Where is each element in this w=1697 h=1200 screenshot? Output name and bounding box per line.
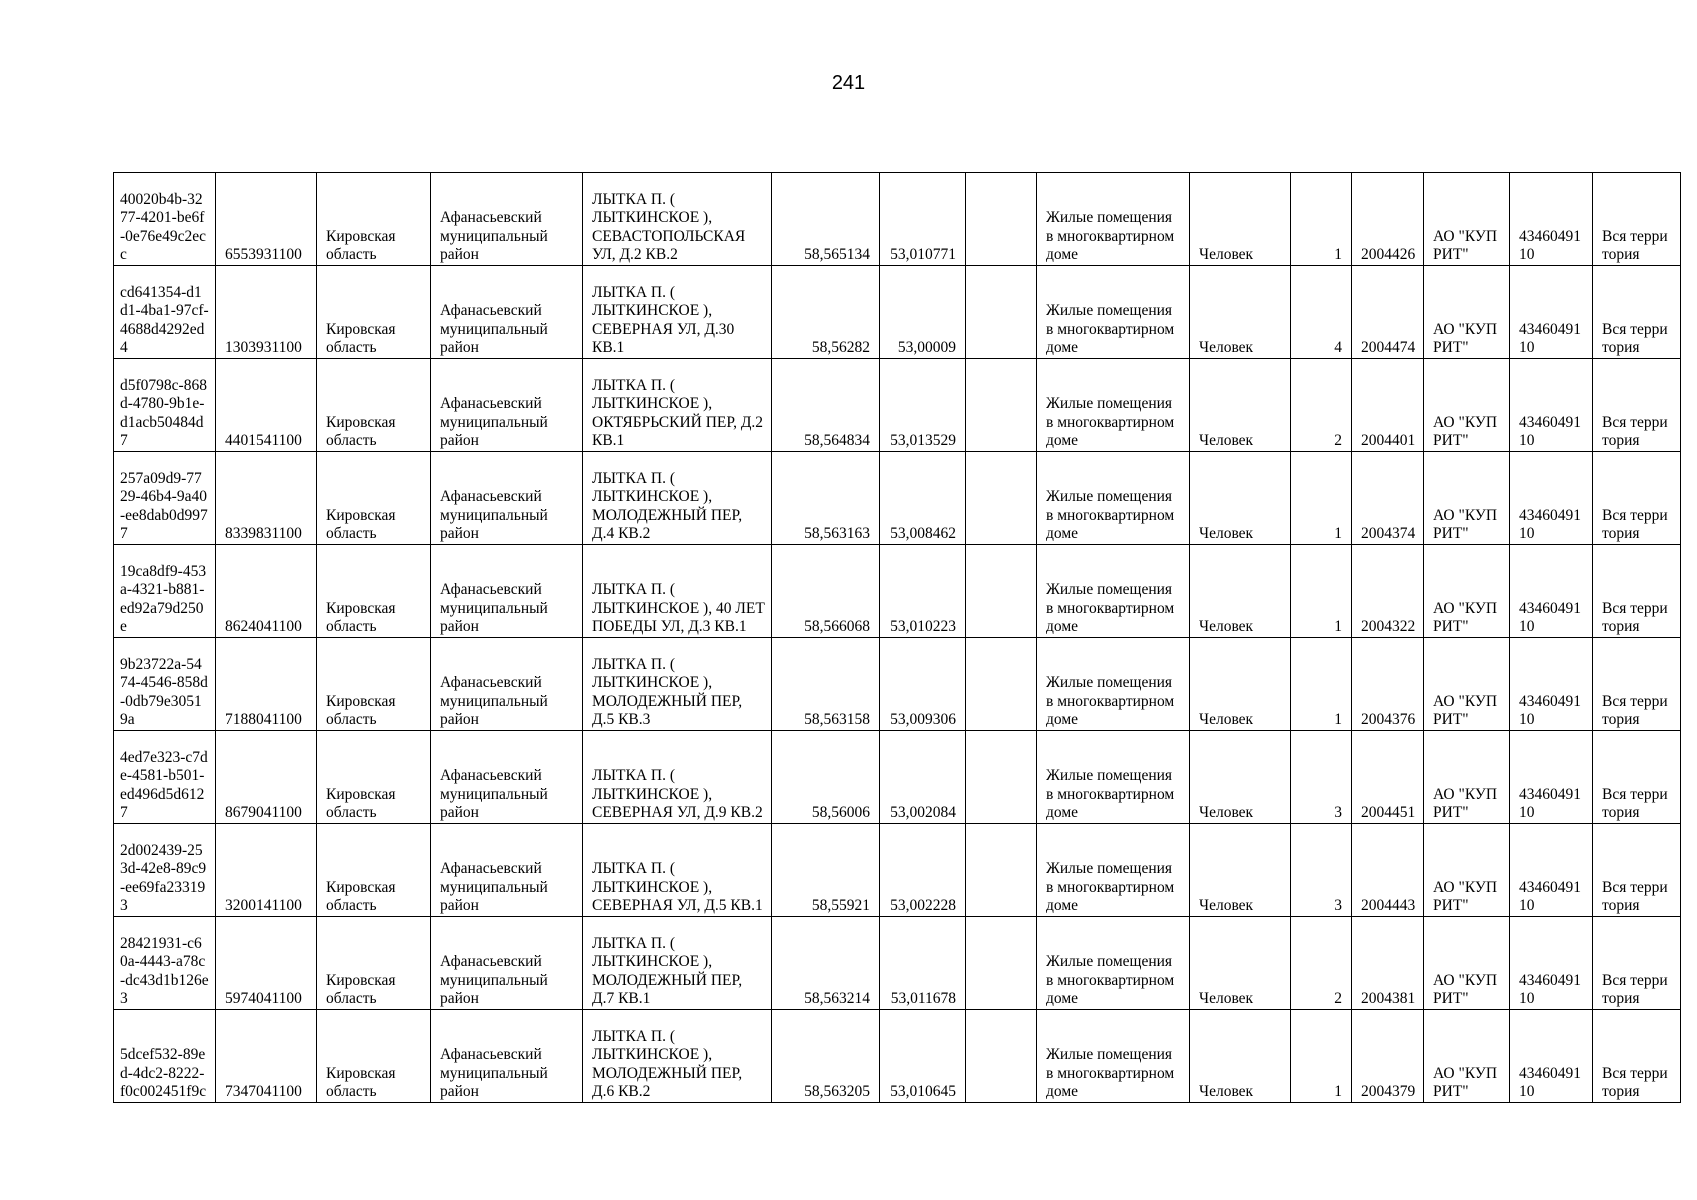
cell-unit: Человек	[1190, 1010, 1291, 1103]
cell-lat: 58,563158	[772, 638, 880, 731]
cell-empty	[966, 173, 1037, 266]
cell-number: 2004474	[1352, 266, 1424, 359]
cell-number: 2004426	[1352, 173, 1424, 266]
cell-id: d5f0798c-868d-4780-9b1e-d1acb50484d7	[114, 359, 216, 452]
cell-count: 2	[1291, 359, 1352, 452]
cell-address: ЛЫТКА П. ( ЛЫТКИНСКОЕ ), СЕВАСТОПОЛЬСКАЯ УЛ, Д.2 КВ.2	[583, 173, 772, 266]
cell-unit: Человек	[1190, 359, 1291, 452]
cell-region: Кировская область	[317, 545, 431, 638]
cell-count: 1	[1291, 452, 1352, 545]
cell-address: ЛЫТКА П. ( ЛЫТКИНСКОЕ ), 40 ЛЕТ ПОБЕДЫ УЛ, Д.3 КВ.1	[583, 545, 772, 638]
cell-inn: 4346049110	[1510, 359, 1593, 452]
cell-region: Кировская область	[317, 731, 431, 824]
cell-unit: Человек	[1190, 731, 1291, 824]
cell-district: Афанасьевский муниципальный район	[431, 452, 583, 545]
cell-inn: 4346049110	[1510, 452, 1593, 545]
cell-code: 8624041100	[216, 545, 317, 638]
cell-lon: 53,010223	[880, 545, 966, 638]
cell-code: 8339831100	[216, 452, 317, 545]
table-row	[114, 731, 1681, 824]
cell-district: Афанасьевский муниципальный район	[431, 266, 583, 359]
cell-lat: 58,566068	[772, 545, 880, 638]
cell-district: Афанасьевский муниципальный район	[431, 638, 583, 731]
cell-address: ЛЫТКА П. ( ЛЫТКИНСКОЕ ), СЕВЕРНАЯ УЛ, Д.5 КВ.1	[583, 824, 772, 917]
cell-premises-type: Жилые помещения в многоквартирном доме	[1037, 545, 1190, 638]
cell-id: 2d002439-253d-42e8-89c9-ee69fa233193	[114, 824, 216, 917]
table-row	[114, 452, 1681, 545]
cell-territory: Вся территория	[1593, 545, 1681, 638]
cell-inn: 4346049110	[1510, 1010, 1593, 1103]
cell-district: Афанасьевский муниципальный район	[431, 1010, 583, 1103]
cell-district: Афанасьевский муниципальный район	[431, 545, 583, 638]
cell-territory: Вся территория	[1593, 638, 1681, 731]
table-row	[114, 359, 1681, 452]
cell-lon: 53,010645	[880, 1010, 966, 1103]
cell-org: АО "КУПРИТ"	[1424, 1010, 1510, 1103]
cell-number: 2004376	[1352, 638, 1424, 731]
cell-id: cd641354-d1d1-4ba1-97cf-4688d4292ed4	[114, 266, 216, 359]
cell-id: 257a09d9-7729-46b4-9a40-ee8dab0d9977	[114, 452, 216, 545]
cell-lon: 53,009306	[880, 638, 966, 731]
cell-org: АО "КУПРИТ"	[1424, 359, 1510, 452]
cell-territory: Вся территория	[1593, 266, 1681, 359]
cell-inn: 4346049110	[1510, 173, 1593, 266]
cell-org: АО "КУПРИТ"	[1424, 917, 1510, 1010]
cell-territory: Вся территория	[1593, 173, 1681, 266]
cell-premises-type: Жилые помещения в многоквартирном доме	[1037, 917, 1190, 1010]
cell-org: АО "КУПРИТ"	[1424, 731, 1510, 824]
cell-number: 2004401	[1352, 359, 1424, 452]
registry-rows	[114, 173, 1681, 1103]
cell-inn: 4346049110	[1510, 917, 1593, 1010]
cell-premises-type: Жилые помещения в многоквартирном доме	[1037, 173, 1190, 266]
cell-lat: 58,563214	[772, 917, 880, 1010]
registry-table	[113, 172, 1681, 1103]
cell-lat: 58,55921	[772, 824, 880, 917]
cell-empty	[966, 917, 1037, 1010]
cell-territory: Вся территория	[1593, 917, 1681, 1010]
cell-org: АО "КУПРИТ"	[1424, 545, 1510, 638]
cell-unit: Человек	[1190, 917, 1291, 1010]
cell-region: Кировская область	[317, 359, 431, 452]
cell-lat: 58,563205	[772, 1010, 880, 1103]
cell-address: ЛЫТКА П. ( ЛЫТКИНСКОЕ ), СЕВЕРНАЯ УЛ, Д.9 КВ.2	[583, 731, 772, 824]
cell-territory: Вся территория	[1593, 1010, 1681, 1103]
cell-unit: Человек	[1190, 173, 1291, 266]
cell-count: 4	[1291, 266, 1352, 359]
cell-number: 2004381	[1352, 917, 1424, 1010]
cell-address: ЛЫТКА П. ( ЛЫТКИНСКОЕ ), ОКТЯБРЬСКИЙ ПЕР, Д.2 КВ.1	[583, 359, 772, 452]
cell-code: 4401541100	[216, 359, 317, 452]
cell-count: 2	[1291, 917, 1352, 1010]
cell-lon: 53,011678	[880, 917, 966, 1010]
cell-territory: Вся территория	[1593, 452, 1681, 545]
cell-inn: 4346049110	[1510, 266, 1593, 359]
cell-empty	[966, 824, 1037, 917]
cell-unit: Человек	[1190, 266, 1291, 359]
cell-count: 1	[1291, 173, 1352, 266]
cell-lat: 58,563163	[772, 452, 880, 545]
cell-id: 4ed7e323-c7de-4581-b501-ed496d5d6127	[114, 731, 216, 824]
cell-lon: 53,002084	[880, 731, 966, 824]
cell-code: 7347041100	[216, 1010, 317, 1103]
cell-number: 2004374	[1352, 452, 1424, 545]
cell-premises-type: Жилые помещения в многоквартирном доме	[1037, 638, 1190, 731]
cell-id: 40020b4b-3277-4201-be6f-0e76e49c2ecc	[114, 173, 216, 266]
cell-inn: 4346049110	[1510, 824, 1593, 917]
cell-org: АО "КУПРИТ"	[1424, 638, 1510, 731]
table-row	[114, 917, 1681, 1010]
table-row	[114, 173, 1681, 266]
cell-territory: Вся территория	[1593, 731, 1681, 824]
cell-lat: 58,565134	[772, 173, 880, 266]
cell-premises-type: Жилые помещения в многоквартирном доме	[1037, 266, 1190, 359]
cell-address: ЛЫТКА П. ( ЛЫТКИНСКОЕ ), МОЛОДЕЖНЫЙ ПЕР, Д.6 КВ.2	[583, 1010, 772, 1103]
table-row	[114, 266, 1681, 359]
cell-org: АО "КУПРИТ"	[1424, 173, 1510, 266]
cell-org: АО "КУПРИТ"	[1424, 824, 1510, 917]
cell-lon: 53,002228	[880, 824, 966, 917]
cell-lat: 58,56282	[772, 266, 880, 359]
cell-address: ЛЫТКА П. ( ЛЫТКИНСКОЕ ), СЕВЕРНАЯ УЛ, Д.30 КВ.1	[583, 266, 772, 359]
cell-empty	[966, 452, 1037, 545]
cell-region: Кировская область	[317, 266, 431, 359]
cell-code: 5974041100	[216, 917, 317, 1010]
cell-premises-type: Жилые помещения в многоквартирном доме	[1037, 1010, 1190, 1103]
cell-lon: 53,00009	[880, 266, 966, 359]
cell-district: Афанасьевский муниципальный район	[431, 173, 583, 266]
cell-district: Афанасьевский муниципальный район	[431, 824, 583, 917]
page-number: 241	[831, 72, 866, 94]
cell-address: ЛЫТКА П. ( ЛЫТКИНСКОЕ ), МОЛОДЕЖНЫЙ ПЕР, Д.4 КВ.2	[583, 452, 772, 545]
cell-inn: 4346049110	[1510, 638, 1593, 731]
cell-empty	[966, 1010, 1037, 1103]
cell-id: 9b23722a-5474-4546-858d-0db79e30519a	[114, 638, 216, 731]
cell-number: 2004322	[1352, 545, 1424, 638]
cell-unit: Человек	[1190, 824, 1291, 917]
table-row	[114, 545, 1681, 638]
cell-empty	[966, 266, 1037, 359]
cell-number: 2004443	[1352, 824, 1424, 917]
cell-code: 7188041100	[216, 638, 317, 731]
cell-district: Афанасьевский муниципальный район	[431, 917, 583, 1010]
cell-region: Кировская область	[317, 638, 431, 731]
cell-territory: Вся территория	[1593, 359, 1681, 452]
cell-lon: 53,013529	[880, 359, 966, 452]
cell-unit: Человек	[1190, 545, 1291, 638]
cell-lat: 58,564834	[772, 359, 880, 452]
cell-district: Афанасьевский муниципальный район	[431, 359, 583, 452]
cell-lon: 53,010771	[880, 173, 966, 266]
cell-code: 8679041100	[216, 731, 317, 824]
cell-unit: Человек	[1190, 452, 1291, 545]
cell-code: 6553931100	[216, 173, 317, 266]
cell-premises-type: Жилые помещения в многоквартирном доме	[1037, 359, 1190, 452]
cell-number: 2004379	[1352, 1010, 1424, 1103]
cell-count: 1	[1291, 638, 1352, 731]
table-row	[114, 1010, 1681, 1103]
cell-count: 1	[1291, 1010, 1352, 1103]
cell-count: 3	[1291, 731, 1352, 824]
cell-lon: 53,008462	[880, 452, 966, 545]
cell-territory: Вся территория	[1593, 824, 1681, 917]
table-row	[114, 824, 1681, 917]
cell-region: Кировская область	[317, 824, 431, 917]
cell-district: Афанасьевский муниципальный район	[431, 731, 583, 824]
cell-org: АО "КУПРИТ"	[1424, 452, 1510, 545]
cell-empty	[966, 638, 1037, 731]
cell-id: 5dcef532-89ed-4dc2-8222-f0c002451f9c	[114, 1010, 216, 1103]
cell-inn: 4346049110	[1510, 731, 1593, 824]
cell-address: ЛЫТКА П. ( ЛЫТКИНСКОЕ ), МОЛОДЕЖНЫЙ ПЕР, Д.7 КВ.1	[583, 917, 772, 1010]
cell-empty	[966, 545, 1037, 638]
cell-inn: 4346049110	[1510, 545, 1593, 638]
cell-id: 28421931-c60a-4443-a78c-dc43d1b126e3	[114, 917, 216, 1010]
cell-count: 1	[1291, 545, 1352, 638]
cell-region: Кировская область	[317, 1010, 431, 1103]
cell-premises-type: Жилые помещения в многоквартирном доме	[1037, 452, 1190, 545]
table-row	[114, 638, 1681, 731]
cell-premises-type: Жилые помещения в многоквартирном доме	[1037, 824, 1190, 917]
cell-premises-type: Жилые помещения в многоквартирном доме	[1037, 731, 1190, 824]
cell-id: 19ca8df9-453a-4321-b881-ed92a79d250e	[114, 545, 216, 638]
cell-unit: Человек	[1190, 638, 1291, 731]
cell-address: ЛЫТКА П. ( ЛЫТКИНСКОЕ ), МОЛОДЕЖНЫЙ ПЕР, Д.5 КВ.3	[583, 638, 772, 731]
cell-org: АО "КУПРИТ"	[1424, 266, 1510, 359]
cell-code: 3200141100	[216, 824, 317, 917]
cell-region: Кировская область	[317, 173, 431, 266]
cell-code: 1303931100	[216, 266, 317, 359]
cell-empty	[966, 731, 1037, 824]
cell-number: 2004451	[1352, 731, 1424, 824]
cell-lat: 58,56006	[772, 731, 880, 824]
cell-region: Кировская область	[317, 452, 431, 545]
cell-region: Кировская область	[317, 917, 431, 1010]
cell-empty	[966, 359, 1037, 452]
cell-count: 3	[1291, 824, 1352, 917]
